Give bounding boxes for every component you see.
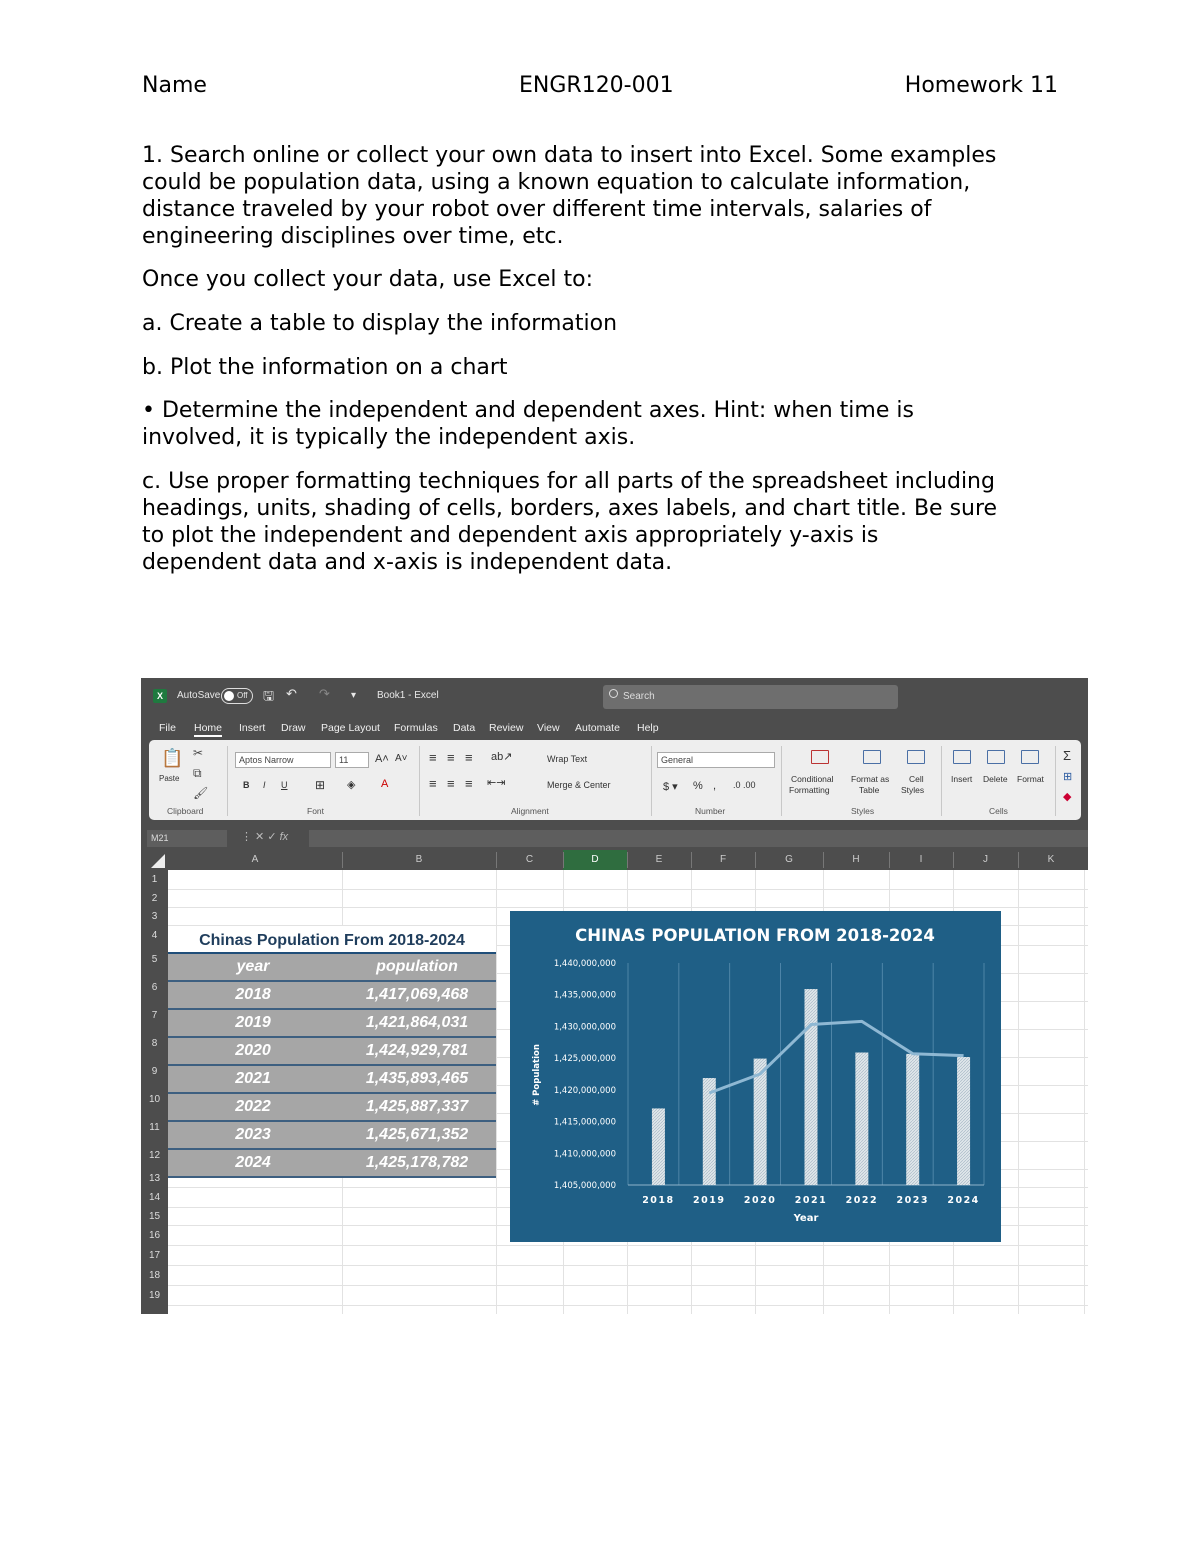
y-tick-label: 1,410,000,000	[553, 1149, 616, 1160]
tab-review[interactable]: Review	[489, 722, 524, 734]
grid-line	[1084, 870, 1085, 1314]
assignment-title: Homework 11	[904, 73, 1058, 98]
year-cell: 2020	[235, 1042, 271, 1059]
grid-line	[168, 1245, 1088, 1246]
excel-logo-icon: X	[153, 689, 167, 703]
bar-2024[interactable]	[957, 1057, 970, 1185]
instruction-bullet	[142, 397, 1062, 451]
grid-line	[168, 1285, 1088, 1286]
table-header-row	[168, 954, 496, 982]
x-tick-label: 2023	[896, 1195, 929, 1206]
clear-icon[interactable]: ◆	[1063, 791, 1072, 803]
conditional-formatting-label-2[interactable]: Formatting	[789, 785, 830, 795]
row-header[interactable]: 17	[148, 1250, 161, 1261]
year-cell: 2023	[235, 1126, 271, 1143]
row-header[interactable]: 19	[148, 1290, 161, 1301]
row-header[interactable]: 4	[151, 930, 158, 941]
row-header[interactable]: 2	[151, 893, 158, 904]
header-year: year	[236, 958, 270, 975]
row-header[interactable]: 13	[148, 1173, 161, 1184]
format-cells-label[interactable]: Format	[1017, 774, 1044, 784]
bar-2023[interactable]	[906, 1054, 919, 1185]
grid-line	[168, 1265, 1088, 1266]
merge-center-button[interactable]: Merge & Center	[547, 780, 611, 790]
row-header[interactable]: 9	[151, 1066, 158, 1077]
cell-styles-label[interactable]: Cell	[909, 774, 924, 784]
year-cell: 2021	[235, 1070, 271, 1087]
cut-icon[interactable]: ✂	[193, 746, 204, 760]
tab-automate[interactable]: Automate	[575, 722, 620, 734]
align-bottom-icon[interactable]: ≡	[465, 750, 473, 765]
column-header[interactable]: K	[1047, 854, 1055, 865]
column-header[interactable]: C	[525, 854, 534, 865]
tab-data[interactable]: Data	[453, 722, 476, 734]
instruction-once: Once you collect your data, use Excel to:	[142, 267, 594, 292]
x-axis-label: Year	[793, 1213, 819, 1224]
row-header[interactable]: 5	[151, 954, 158, 965]
select-all-icon[interactable]	[151, 854, 165, 868]
column-header[interactable]: F	[719, 854, 727, 865]
row-header[interactable]: 3	[151, 911, 158, 922]
row-header[interactable]: 6	[151, 982, 158, 993]
row-header[interactable]: 7	[151, 1010, 158, 1021]
row-header[interactable]: 10	[148, 1094, 161, 1105]
formula-bar	[141, 826, 1088, 850]
instruction-c-line: c. Use proper formatting techniques for all parts of the spreadsheet including	[142, 469, 995, 494]
insert-cells-icon[interactable]	[953, 750, 971, 764]
column-header[interactable]: B	[415, 854, 423, 865]
format-as-table-icon[interactable]	[863, 750, 881, 764]
bullet-line: involved, it is typically the independent axis.	[142, 425, 636, 450]
row-header[interactable]: 12	[148, 1150, 161, 1161]
grid-line	[496, 870, 497, 1314]
autosave-toggle-state: Off	[237, 691, 248, 700]
row-header[interactable]: 1	[151, 874, 158, 885]
page-header	[142, 72, 1058, 99]
question-1	[142, 142, 1062, 250]
instruction-c-line: dependent data and x-axis is independent data.	[142, 550, 673, 575]
table-row	[168, 1066, 496, 1094]
row-headers	[141, 870, 168, 1314]
instruction-c	[142, 468, 1062, 576]
y-tick-label: 1,425,000,000	[553, 1054, 616, 1065]
header-population: population	[376, 958, 458, 975]
format-painter-icon[interactable]: 🖌	[193, 786, 209, 800]
font-color-icon[interactable]: A	[381, 778, 389, 790]
tab-home[interactable]: Home	[194, 722, 222, 737]
y-tick-label: 1,440,000,000	[553, 959, 616, 969]
align-middle-icon[interactable]: ≡	[447, 750, 455, 765]
y-tick-label: 1,415,000,000	[553, 1117, 616, 1128]
fill-color-icon[interactable]: ◈	[347, 779, 356, 791]
bullet-line: • Determine the independent and dependent axes. Hint: when time is	[142, 398, 914, 423]
delete-cells-label[interactable]: Delete	[983, 774, 1008, 784]
format-as-table-label-2[interactable]: Table	[859, 785, 880, 795]
clipboard-group-label: Clipboard	[167, 806, 204, 816]
column-header-selected[interactable]: D	[591, 854, 599, 865]
alignment-group-label: Alignment	[511, 806, 549, 816]
row-header[interactable]: 16	[148, 1230, 161, 1241]
table-row	[168, 1094, 496, 1122]
row-header[interactable]: 11	[149, 1122, 160, 1133]
ribbon-divider	[227, 746, 228, 816]
grid-line	[168, 907, 1088, 908]
population-cell: 1,421,864,031	[365, 1014, 469, 1031]
bar-2020[interactable]	[754, 1059, 767, 1185]
ribbon-divider	[781, 746, 782, 816]
redo-icon[interactable]: ↷	[319, 686, 330, 701]
borders-icon[interactable]: ⊞	[315, 778, 326, 792]
save-icon[interactable]: 🖫	[263, 688, 275, 703]
font-size-select[interactable]: 11	[335, 752, 369, 768]
autosave-toggle[interactable]	[221, 688, 253, 704]
indent-icon[interactable]: ⇤⇥	[487, 777, 506, 789]
cells-group-label: Cells	[989, 806, 1008, 816]
year-cell: 2022	[235, 1098, 271, 1115]
format-as-table-label[interactable]: Format as	[851, 774, 890, 784]
styles-group-label: Styles	[851, 806, 875, 816]
formula-icons[interactable]: ⋮ ✕ ✓ fx	[241, 831, 289, 843]
bar-2021[interactable]	[805, 989, 818, 1185]
tab-view[interactable]: View	[537, 722, 560, 734]
comma-format-icon[interactable]: ,	[713, 780, 717, 792]
paste-icon[interactable]: 📋	[161, 748, 184, 768]
table-row	[168, 1150, 496, 1178]
chart-canvas	[510, 911, 1001, 1242]
font-group-label: Font	[307, 806, 325, 816]
y-tick-label: 1,405,000,000	[553, 1181, 616, 1191]
table-row	[168, 1038, 496, 1066]
row-header[interactable]: 15	[148, 1211, 161, 1222]
x-tick-label: 2022	[845, 1195, 879, 1206]
ribbon-divider	[941, 746, 942, 816]
font-name-select[interactable]: Aptos Narrow	[235, 752, 331, 768]
formula-input[interactable]	[309, 830, 1088, 847]
grid-line	[1018, 870, 1019, 1314]
search-icon	[609, 689, 618, 698]
student-name-label: Name	[142, 73, 207, 98]
year-cell: 2024	[235, 1154, 271, 1171]
italic-icon[interactable]: I	[263, 780, 266, 790]
bar-2019[interactable]	[703, 1078, 716, 1185]
instruction-b: b. Plot the information on a chart	[142, 355, 508, 380]
x-tick-label: 2020	[743, 1195, 777, 1206]
chart-title: CHINAS POPULATION FROM 2018-2024	[575, 926, 935, 945]
tab-draw[interactable]: Draw	[281, 722, 306, 734]
tab-insert[interactable]: Insert	[239, 722, 266, 734]
y-tick-label: 1,420,000,000	[553, 1085, 616, 1096]
bar-2022[interactable]	[855, 1053, 868, 1185]
search-input[interactable]	[603, 685, 898, 709]
population-cell: 1,425,178,782	[365, 1154, 469, 1171]
tab-help[interactable]: Help	[637, 722, 659, 734]
question-1-line: distance traveled by your robot over different time intervals, salaries of	[142, 197, 932, 222]
orientation-icon[interactable]: ab↗	[491, 751, 513, 763]
population-cell: 1,425,671,352	[365, 1126, 469, 1143]
name-box[interactable]: M21	[147, 830, 227, 847]
year-cell: 2018	[235, 986, 271, 1003]
question-1-line: 1. Search online or collect your own data to insert into Excel. Some examples	[142, 143, 997, 168]
x-tick-label: 2019	[693, 1195, 726, 1206]
copy-icon[interactable]: ⧉	[193, 766, 202, 780]
column-header[interactable]: J	[983, 854, 988, 865]
decrease-font-icon[interactable]: A˅	[395, 753, 408, 764]
column-header[interactable]: E	[655, 854, 663, 865]
column-header[interactable]: G	[785, 854, 793, 865]
conditional-formatting-icon[interactable]	[811, 750, 829, 764]
column-header[interactable]: H	[852, 854, 860, 865]
ribbon-divider	[651, 746, 652, 816]
autosave-label: AutoSave	[177, 690, 221, 701]
align-right-icon[interactable]: ≡	[465, 776, 473, 791]
undo-icon[interactable]: ↶	[286, 686, 297, 701]
delete-cells-icon[interactable]	[987, 750, 1005, 764]
instruction-c-line: headings, units, shading of cells, borders, axes labels, and chart title. Be sure	[142, 496, 998, 521]
y-axis-label: # Population	[532, 1044, 542, 1106]
fill-icon[interactable]: ⊞	[1063, 771, 1073, 783]
underline-icon[interactable]: U	[281, 780, 288, 790]
instruction-c-line: to plot the independent and dependent axis appropriately y-axis is	[142, 523, 879, 548]
row-header[interactable]: 18	[148, 1270, 161, 1281]
workbook-title: Book1 - Excel	[377, 690, 439, 701]
table-row	[168, 1010, 496, 1038]
cell-styles-icon[interactable]	[907, 750, 925, 764]
population-cell: 1,435,893,465	[365, 1070, 469, 1087]
course-code: ENGR120-001	[519, 73, 674, 98]
cell-styles-label-2[interactable]: Styles	[901, 785, 925, 795]
align-left-icon[interactable]: ≡	[429, 776, 437, 791]
column-header[interactable]: I	[919, 854, 923, 865]
population-cell: 1,424,929,781	[365, 1042, 469, 1059]
bar-2018[interactable]	[652, 1108, 665, 1185]
question-1-line: could be population data, using a known equation to calculate information,	[142, 170, 971, 195]
home-ribbon	[149, 740, 1081, 820]
autosum-icon[interactable]: Σ	[1063, 748, 1072, 763]
number-group-label: Number	[695, 806, 726, 816]
align-top-icon[interactable]: ≡	[429, 750, 437, 765]
table-row	[168, 982, 496, 1010]
x-tick-label: 2021	[794, 1195, 828, 1206]
accounting-format-icon[interactable]: $ ▾	[663, 781, 678, 793]
paste-label: Paste	[159, 774, 180, 783]
search-placeholder: Search	[623, 691, 655, 702]
population-chart[interactable]	[510, 911, 1001, 1242]
ribbon-divider	[419, 746, 420, 816]
trend-line	[709, 1021, 963, 1093]
x-tick-label: 2018	[642, 1195, 675, 1206]
population-cell: 1,425,887,337	[365, 1098, 469, 1115]
ribbon-divider	[1055, 746, 1056, 816]
number-format-select[interactable]: General	[657, 752, 775, 768]
increase-font-icon[interactable]: A˄	[375, 753, 389, 765]
column-header[interactable]: A	[251, 854, 259, 865]
conditional-formatting-label[interactable]: Conditional	[791, 774, 834, 784]
wrap-text-button[interactable]: Wrap Text	[547, 754, 588, 764]
y-tick-label: 1,435,000,000	[553, 990, 616, 1001]
bold-icon[interactable]: B	[243, 780, 250, 790]
x-tick-label: 2024	[947, 1195, 980, 1206]
ribbon-tabs	[141, 716, 1088, 740]
grid-line	[168, 889, 1088, 890]
excel-titlebar	[141, 678, 1088, 716]
percent-format-icon[interactable]: %	[693, 780, 703, 792]
population-cell: 1,417,069,468	[365, 986, 469, 1003]
tab-page-layout[interactable]: Page Layout	[321, 722, 380, 734]
row-header[interactable]: 8	[151, 1038, 158, 1049]
column-headers	[141, 850, 1088, 870]
grid-line	[168, 1305, 1088, 1306]
decimal-icons[interactable]: .0 .00	[733, 780, 756, 790]
instruction-a: a. Create a table to display the information	[142, 311, 618, 336]
table-title: Chinas Population From 2018-2024	[168, 926, 496, 954]
format-cells-icon[interactable]	[1021, 750, 1039, 764]
question-1-line: engineering disciplines over time, etc.	[142, 224, 564, 249]
tab-formulas[interactable]: Formulas	[394, 722, 438, 734]
y-tick-label: 1,430,000,000	[553, 1022, 616, 1033]
excel-screenshot	[141, 678, 1088, 1314]
insert-cells-label[interactable]: Insert	[951, 774, 973, 784]
table-row	[168, 1122, 496, 1150]
customize-toolbar-icon[interactable]: ▾	[351, 690, 357, 701]
row-header[interactable]: 14	[148, 1192, 161, 1203]
align-center-icon[interactable]: ≡	[447, 776, 455, 791]
tab-file[interactable]: File	[159, 722, 176, 734]
year-cell: 2019	[235, 1014, 271, 1031]
